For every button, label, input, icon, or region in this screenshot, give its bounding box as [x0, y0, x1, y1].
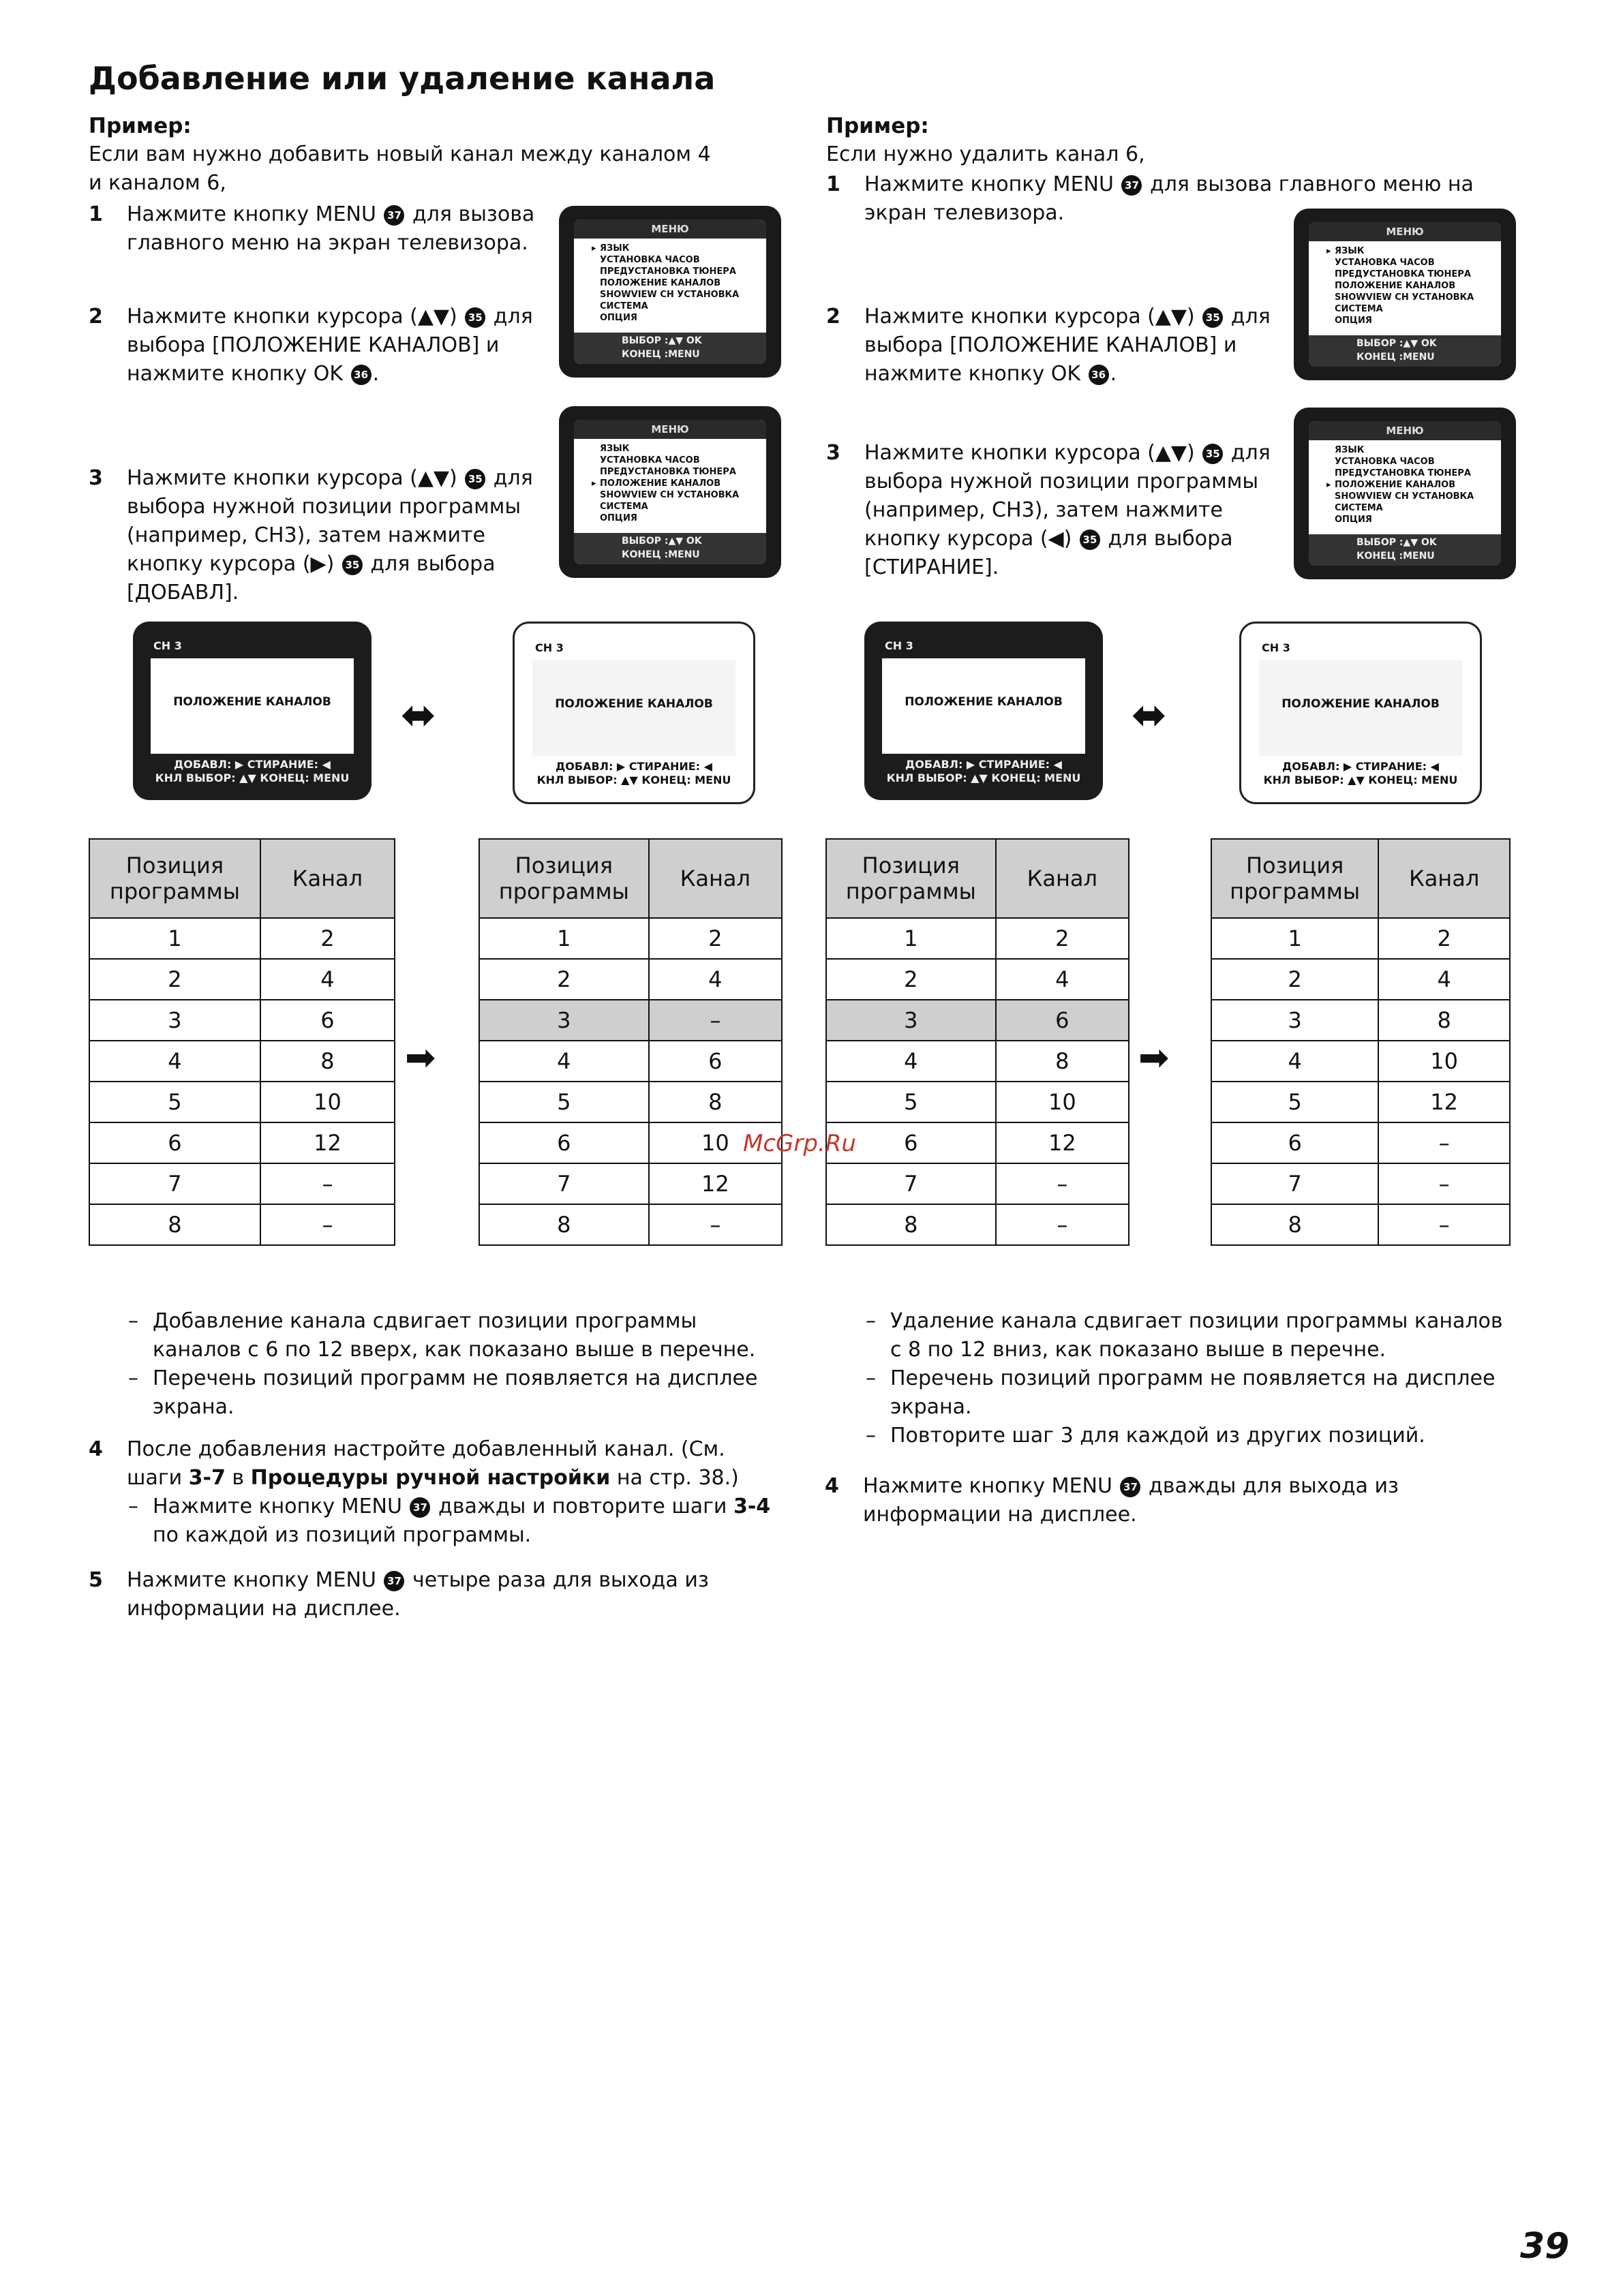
menu-screen-left-2	[559, 406, 781, 578]
menu-screen-display	[574, 420, 766, 564]
cell-channel: 2	[1378, 918, 1510, 959]
channel-number-label: CH 3	[885, 639, 913, 652]
menu-screen-list	[1309, 444, 1501, 525]
cell-position: 4	[89, 1041, 260, 1082]
menu-screen-right-1	[1294, 209, 1516, 380]
table-row	[1211, 959, 1510, 1000]
menu-screen-item: УСТАНОВКА ЧАСОВ	[600, 455, 700, 465]
position-screen-footer-add-delete: ДОБАВЛ: ▶ СТИРАНИЕ: ◀	[905, 758, 1062, 771]
position-screen-title: ПОЛОЖЕНИЕ КАНАЛОВ	[555, 697, 713, 711]
menu-screen-item: ПОЛОЖЕНИЕ КАНАЛОВ	[600, 278, 721, 288]
table-header-row	[479, 839, 782, 918]
cell-channel: 4	[260, 959, 395, 1000]
table-header-row	[1211, 839, 1510, 918]
channel-position-screen-add-2	[513, 622, 755, 804]
cell-position: 7	[826, 1163, 996, 1204]
table-row	[89, 1204, 395, 1245]
table-row	[1211, 1163, 1510, 1204]
menu-screen-item: УСТАНОВКА ЧАСОВ	[1335, 457, 1435, 467]
menu-screen-footer	[574, 333, 766, 364]
cell-position: 8	[1211, 1204, 1378, 1245]
table-row	[479, 959, 782, 1000]
cell-channel: 12	[996, 1122, 1129, 1163]
menu-screen-footer-select: ВЫБОР :▲▼ OK	[1356, 338, 1437, 349]
table-row	[1211, 1000, 1510, 1041]
left-example	[89, 112, 729, 198]
table-row	[826, 1082, 1129, 1122]
cell-channel: 8	[996, 1041, 1129, 1082]
table-row	[826, 1163, 1129, 1204]
column-header-channel: Канал	[260, 839, 395, 918]
column-header-position: Позиция программы	[89, 839, 260, 918]
cell-position: 6	[89, 1122, 260, 1163]
cell-channel: 10	[260, 1082, 395, 1122]
menu-screen-header: МЕНЮ	[574, 420, 766, 439]
cell-channel: –	[996, 1163, 1129, 1204]
menu-screen-item: ▸ ПОЛОЖЕНИЕ КАНАЛОВ	[1335, 479, 1501, 491]
table-row	[89, 1082, 395, 1122]
position-screen-footer-add-delete: ДОБАВЛ: ▶ СТИРАНИЕ: ◀	[556, 760, 712, 773]
menu-screen-display	[574, 219, 766, 364]
position-screen-display	[1259, 660, 1462, 756]
cell-position: 6	[1211, 1122, 1378, 1163]
menu-screen-item: УСТАНОВКА ЧАСОВ	[600, 255, 700, 265]
cell-channel: 12	[1378, 1082, 1510, 1122]
menu-screen-item: СИСТЕМА	[600, 301, 648, 311]
cell-position: 3	[479, 1000, 649, 1041]
cell-position: 3	[826, 1000, 996, 1041]
table-row	[479, 1000, 782, 1041]
table-row	[1211, 1204, 1510, 1245]
column-header-position: Позиция программы	[1211, 839, 1378, 918]
position-screen-footer-select-exit: КНЛ ВЫБОР: ▲▼ КОНЕЦ: MENU	[886, 771, 1081, 784]
cell-channel: 4	[996, 959, 1129, 1000]
position-screen-title: ПОЛОЖЕНИЕ КАНАЛОВ	[1281, 697, 1440, 711]
right-arrow-icon: ➡	[1138, 1036, 1170, 1079]
right-note-1: – Удаление канала сдвигает позиции программы каналов с 8 по 12 вниз, как показано выше в перечне.	[866, 1307, 1506, 1364]
table-row	[479, 1041, 782, 1082]
menu-screen-display	[1309, 421, 1501, 566]
right-note-3: – Повторите шаг 3 для каждой из других позиций.	[866, 1422, 1506, 1450]
left-note-1: – Добавление канала сдвигает позиции программы каналов с 6 по 12 вверх, как показано выше в перечне.	[128, 1307, 783, 1364]
table-row	[89, 918, 395, 959]
cell-channel: 2	[649, 918, 782, 959]
table-add-before	[89, 838, 395, 1246]
double-arrow-icon: ⬌	[401, 690, 436, 739]
channel-position-screen-add-1	[133, 622, 371, 800]
cell-channel: 8	[649, 1082, 782, 1122]
cell-channel: 6	[996, 1000, 1129, 1041]
table-row	[1211, 1122, 1510, 1163]
menu-screen-item: SHOWVIEW CH УСТАНОВКА	[600, 290, 740, 300]
ok-button-icon: 36	[351, 365, 371, 385]
menu-screen-footer-select: ВЫБОР :▲▼ OK	[622, 335, 702, 346]
ok-button-icon: 36	[1089, 365, 1109, 385]
menu-button-icon: 37	[384, 205, 404, 226]
menu-screen-item: SHOWVIEW CH УСТАНОВКА	[1335, 491, 1474, 502]
table-header-row	[89, 839, 395, 918]
cell-position: 6	[826, 1122, 996, 1163]
channel-position-screen-delete-1	[864, 622, 1103, 800]
menu-screen-footer-exit: КОНЕЦ :MENU	[622, 349, 700, 360]
menu-screen-left-1	[559, 206, 781, 378]
watermark: McGrp.Ru	[743, 1130, 856, 1157]
cell-channel: 8	[1378, 1000, 1510, 1041]
table-row	[826, 1000, 1129, 1041]
table-row	[826, 959, 1129, 1000]
table-row	[826, 1041, 1129, 1082]
menu-screen-item: ЯЗЫК	[1335, 445, 1365, 455]
position-screen-title: ПОЛОЖЕНИЕ КАНАЛОВ	[905, 695, 1063, 709]
table-row	[479, 1122, 782, 1163]
position-screen-display	[882, 658, 1085, 754]
cell-channel: –	[1378, 1122, 1510, 1163]
cell-channel: 2	[260, 918, 395, 959]
menu-button-icon: 37	[384, 1571, 404, 1591]
cell-channel: 10	[649, 1122, 782, 1163]
cell-position: 6	[479, 1122, 649, 1163]
cell-position: 3	[1211, 1000, 1378, 1041]
cell-position: 4	[1211, 1041, 1378, 1082]
menu-button-icon: 37	[1121, 175, 1142, 196]
cell-position: 4	[826, 1041, 996, 1082]
cell-position: 8	[89, 1204, 260, 1245]
table-row	[89, 1122, 395, 1163]
position-screen-display	[151, 658, 354, 754]
left-example-label: Пример:	[89, 114, 192, 138]
menu-screen-list	[574, 443, 766, 524]
menu-screen-header: МЕНЮ	[1309, 222, 1501, 241]
position-screen-footer	[133, 758, 371, 785]
menu-screen-header: МЕНЮ	[1309, 421, 1501, 440]
menu-screen-item: ОПЦИЯ	[600, 313, 637, 323]
cursor-button-icon: 35	[465, 307, 485, 328]
menu-screen-item: SHOWVIEW CH УСТАНОВКА	[1335, 292, 1474, 303]
table-row	[89, 959, 395, 1000]
cursor-button-icon: 35	[465, 469, 485, 489]
position-screen-title: ПОЛОЖЕНИЕ КАНАЛОВ	[173, 695, 331, 709]
left-example-text: Если вам нужно добавить новый канал между каналом 4 и каналом 6,	[89, 142, 711, 195]
cell-channel: 6	[649, 1041, 782, 1082]
cell-position: 2	[479, 959, 649, 1000]
left-note-2: – Перечень позиций программ не появляется на дисплее экрана.	[128, 1364, 783, 1422]
cell-channel: –	[649, 1000, 782, 1041]
position-screen-footer-select-exit: КНЛ ВЫБОР: ▲▼ КОНЕЦ: MENU	[1263, 774, 1458, 786]
cell-position: 8	[826, 1204, 996, 1245]
position-screen-footer-select-exit: КНЛ ВЫБОР: ▲▼ КОНЕЦ: MENU	[536, 774, 731, 786]
cell-channel: 8	[260, 1041, 395, 1082]
right-example-label: Пример:	[826, 114, 929, 138]
menu-screen-footer-select: ВЫБОР :▲▼ OK	[622, 536, 702, 547]
menu-screen-item: ПРЕДУСТАНОВКА ТЮНЕРА	[600, 266, 736, 277]
table-delete-after	[1211, 838, 1511, 1246]
cell-position: 3	[89, 1000, 260, 1041]
cell-position: 1	[1211, 918, 1378, 959]
cell-channel: 12	[260, 1122, 395, 1163]
page-title: Добавление или удаление канала	[89, 60, 716, 97]
channel-position-screen-delete-2	[1239, 622, 1482, 804]
cell-channel: –	[649, 1204, 782, 1245]
table-header-row	[826, 839, 1129, 918]
table-row	[1211, 918, 1510, 959]
menu-screen-footer-exit: КОНЕЦ :MENU	[622, 549, 700, 560]
cell-channel: –	[260, 1204, 395, 1245]
menu-screen-footer	[1309, 335, 1501, 367]
right-example	[826, 112, 1508, 169]
menu-button-icon: 37	[1120, 1477, 1140, 1497]
cursor-button-icon: 35	[1080, 530, 1100, 550]
cursor-button-icon: 35	[342, 555, 363, 575]
cell-channel: 2	[996, 918, 1129, 959]
cell-channel: 10	[1378, 1041, 1510, 1082]
menu-button-icon: 37	[410, 1497, 430, 1518]
cell-channel: 6	[260, 1000, 395, 1041]
cell-position: 1	[826, 918, 996, 959]
table-row	[479, 1163, 782, 1204]
table-row	[826, 918, 1129, 959]
cell-position: 1	[479, 918, 649, 959]
page-number: 39	[1520, 2226, 1570, 2267]
channel-number-label: CH 3	[153, 639, 182, 652]
menu-screen-footer-exit: КОНЕЦ :MENU	[1356, 551, 1435, 562]
menu-screen-footer-exit: КОНЕЦ :MENU	[1356, 352, 1435, 363]
menu-screen-item: СИСТЕМА	[600, 502, 648, 512]
position-screen-footer	[515, 760, 753, 787]
table-delete-before	[825, 838, 1129, 1246]
table-row	[89, 1041, 395, 1082]
menu-screen-footer-select: ВЫБОР :▲▼ OK	[1356, 537, 1437, 548]
cell-position: 5	[479, 1082, 649, 1122]
column-header-position: Позиция программы	[826, 839, 996, 918]
column-header-channel: Канал	[1378, 839, 1510, 918]
cell-position: 7	[89, 1163, 260, 1204]
cell-channel: –	[260, 1163, 395, 1204]
table-row	[89, 1163, 395, 1204]
column-header-channel: Канал	[996, 839, 1129, 918]
cursor-button-icon: 35	[1202, 307, 1223, 328]
cell-channel: 10	[996, 1082, 1129, 1122]
cell-channel: 4	[649, 959, 782, 1000]
table-add-after	[479, 838, 783, 1246]
channel-number-label: CH 3	[1262, 641, 1290, 654]
left-step-4-note: – Нажмите кнопку MENU 37 дважды и повторите шаги 3-4 по каждой из позиций программы.	[128, 1493, 783, 1550]
menu-screen-footer	[1309, 534, 1501, 566]
menu-screen-item: ОПЦИЯ	[600, 513, 637, 523]
table-row	[89, 1000, 395, 1041]
cell-channel: 12	[649, 1163, 782, 1204]
position-screen-footer	[1241, 760, 1480, 787]
cursor-button-icon: 35	[1202, 444, 1223, 464]
double-arrow-icon: ⬌	[1132, 690, 1167, 739]
cell-position: 7	[479, 1163, 649, 1204]
cell-position: 4	[479, 1041, 649, 1082]
menu-screen-item: ▸ ЯЗЫК	[1335, 245, 1501, 257]
position-screen-footer-add-delete: ДОБАВЛ: ▶ СТИРАНИЕ: ◀	[1282, 760, 1439, 773]
menu-screen-item: ЯЗЫК	[600, 444, 630, 454]
position-screen-footer-add-delete: ДОБАВЛ: ▶ СТИРАНИЕ: ◀	[174, 758, 331, 771]
cell-position: 5	[826, 1082, 996, 1122]
table-row	[1211, 1041, 1510, 1082]
table-row	[479, 1204, 782, 1245]
cell-position: 5	[1211, 1082, 1378, 1122]
right-arrow-icon: ➡	[405, 1036, 436, 1079]
cell-position: 7	[1211, 1163, 1378, 1204]
menu-screen-list	[574, 243, 766, 324]
menu-screen-item: ПРЕДУСТАНОВКА ТЮНЕРА	[1335, 269, 1471, 279]
menu-screen-item: ПРЕДУСТАНОВКА ТЮНЕРА	[1335, 468, 1471, 478]
menu-screen-footer	[574, 533, 766, 564]
table-row	[1211, 1082, 1510, 1122]
right-example-text: Если нужно удалить канал 6,	[826, 142, 1145, 166]
cell-position: 2	[89, 959, 260, 1000]
column-header-channel: Канал	[649, 839, 782, 918]
menu-screen-list	[1309, 245, 1501, 326]
menu-screen-item: ПОЛОЖЕНИЕ КАНАЛОВ	[1335, 281, 1456, 291]
position-screen-display	[532, 660, 735, 756]
right-notes	[866, 1307, 1506, 1450]
menu-screen-item: СИСТЕМА	[1335, 503, 1383, 513]
right-note-2: – Перечень позиций программ не появляется на дисплее экрана.	[866, 1364, 1506, 1422]
cell-position: 8	[479, 1204, 649, 1245]
menu-screen-item: ОПЦИЯ	[1335, 316, 1372, 326]
menu-screen-item: ПРЕДУСТАНОВКА ТЮНЕРА	[600, 467, 736, 477]
position-screen-footer	[864, 758, 1103, 785]
menu-screen-item: УСТАНОВКА ЧАСОВ	[1335, 258, 1435, 268]
left-notes	[128, 1307, 783, 1422]
menu-screen-item: ОПЦИЯ	[1335, 515, 1372, 525]
menu-screen-display	[1309, 222, 1501, 367]
cell-channel: 4	[1378, 959, 1510, 1000]
menu-screen-item: ▸ ЯЗЫК	[600, 243, 766, 254]
menu-screen-item: СИСТЕМА	[1335, 304, 1383, 314]
channel-number-label: CH 3	[535, 641, 564, 654]
menu-screen-item: SHOWVIEW CH УСТАНОВКА	[600, 490, 740, 500]
menu-screen-header: МЕНЮ	[574, 219, 766, 239]
cell-channel: –	[996, 1204, 1129, 1245]
cell-position: 2	[1211, 959, 1378, 1000]
menu-screen-item: ▸ ПОЛОЖЕНИЕ КАНАЛОВ	[600, 478, 766, 489]
cell-position: 2	[826, 959, 996, 1000]
menu-screen-right-2	[1294, 408, 1516, 579]
cell-position: 5	[89, 1082, 260, 1122]
table-row	[826, 1204, 1129, 1245]
cell-position: 1	[89, 918, 260, 959]
table-row	[479, 918, 782, 959]
cell-channel: –	[1378, 1204, 1510, 1245]
table-row	[479, 1082, 782, 1122]
cell-channel: –	[1378, 1163, 1510, 1204]
column-header-position: Позиция программы	[479, 839, 649, 918]
table-row	[826, 1122, 1129, 1163]
position-screen-footer-select-exit: КНЛ ВЫБОР: ▲▼ КОНЕЦ: MENU	[155, 771, 350, 784]
